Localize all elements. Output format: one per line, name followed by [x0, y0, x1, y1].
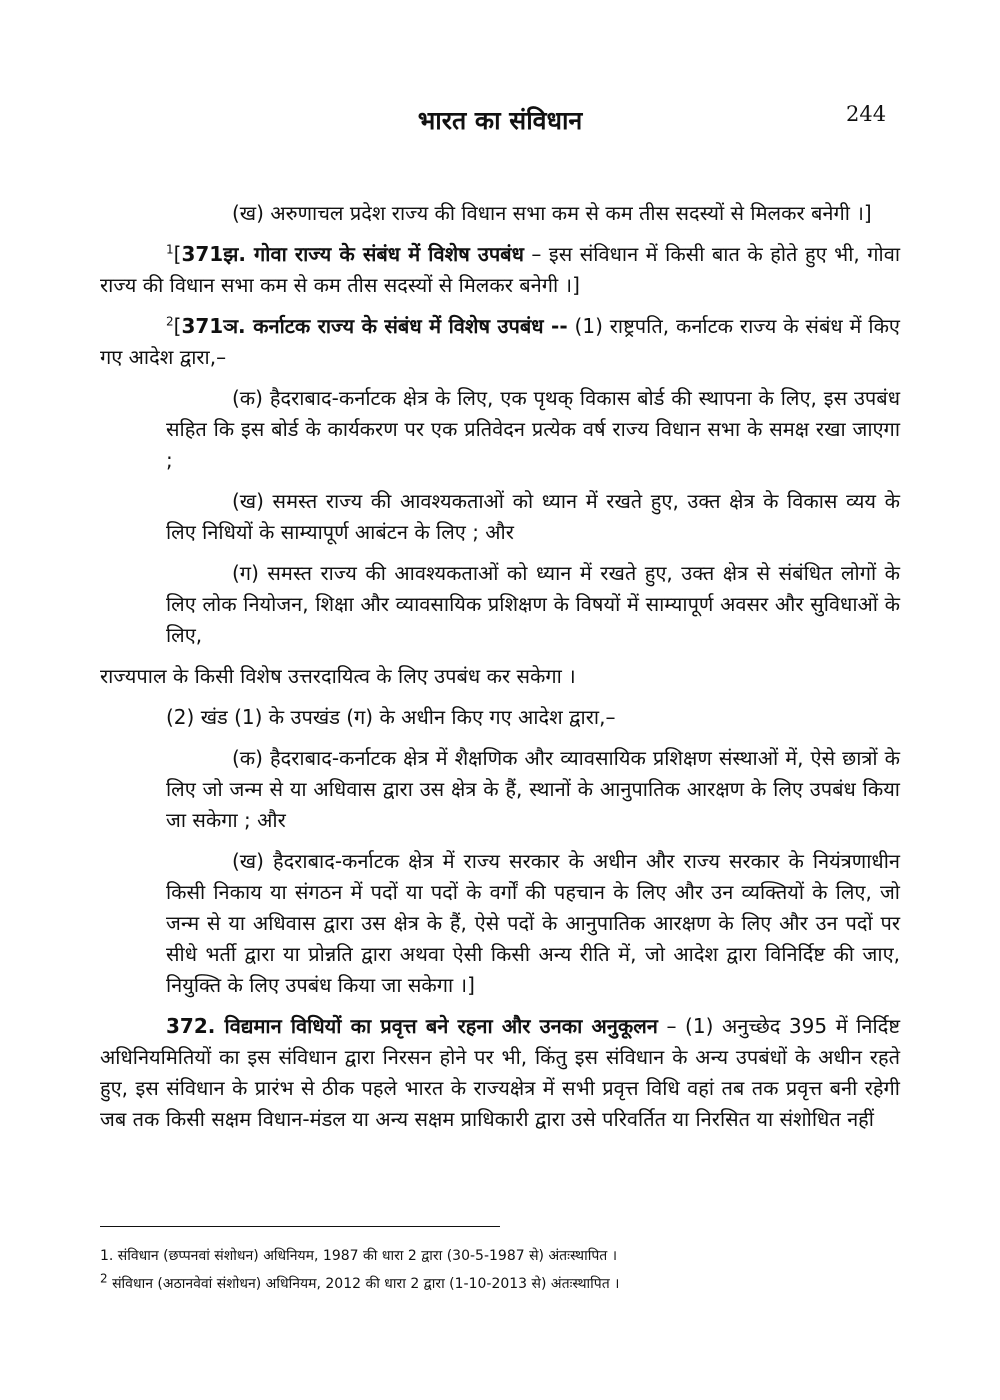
clause-2-intro: (2) खंड (1) के उपखंड (ग) के अधीन किए गए आदेश द्वारा,– — [166, 705, 616, 729]
page-title: भारत का संविधान — [417, 106, 583, 135]
clause-1-ga: (ग) समस्त राज्य की आवश्यकताओं को ध्यान में रखते हुए, उक्त क्षेत्र से संबंधित लोगों के लिए लोक नियोजन, शिक्षा और व्यावसायिक प्रशिक्षण के विषयों में साम्यापूर्ण अवसर और सुविधाओं के लिए, — [166, 561, 900, 647]
clause-1-closing: राज्यपाल के किसी विशेष उत्तरदायित्व के लिए उपबंध कर सकेगा । — [100, 664, 576, 688]
page-number: 244 — [846, 102, 887, 126]
clause-kha-arunachal: (ख) अरुणाचल प्रदेश राज्य की विधान सभा कम से कम तीस सदस्यों से मिलकर बनेगी ।] — [232, 201, 872, 225]
footnote-1-marker: 1. — [100, 1248, 114, 1264]
article-371j-text: (1) राष्ट्रपति, कर्नाटक राज्य के संबंध में किए गए आदेश द्वारा,– — [100, 314, 900, 369]
article-371j-heading: 371ञ. कर्नाटक राज्य के संबंध में विशेष उपबंध -- — [181, 314, 568, 338]
article-371i-text: – इस संविधान में किसी बात के होते हुए भी, गोवा राज्य की विधान सभा कम से कम तीस सदस्यों से मिलकर बनेगी ।] — [100, 242, 900, 297]
footnote-2-text: संविधान (अठानवेवां संशोधन) अधिनियम, 2012 की धारा 2 द्वारा (1-10-2013 से) अंतःस्थापित । — [107, 1276, 620, 1292]
clause-1-ka: (क) हैदराबाद-कर्नाटक क्षेत्र के लिए, एक पृथक् विकास बोर्ड की स्थापना के लिए, इस उपबंध सहित कि इस बोर्ड के कार्यकरण पर एक प्रतिवेदन प्रत्येक वर्ष राज्य विधान सभा के समक्ष रखा जाएगा ; — [166, 386, 901, 472]
footnote-1 — [100, 1242, 920, 1270]
footnote-2-marker: 2 — [100, 1271, 108, 1286]
article-372-text: – (1) अनुच्छेद 395 में निर्दिष्ट अधिनियमितियों का इस संविधान द्वारा निरसन होने पर भी, किंतु इस संविधान के अन्य उपबंधों के अधीन रहते हुए, इस संविधान के प्रारंभ से ठीक पहले भारत के राज्यक्षेत्र में सभी प्रवृत्त विधि वहां तब तक प्रवृत्त बनी रहेगी जब तक किसी सक्षम विधान-मंडल या अन्य सक्षम प्राधिकारी द्वारा उसे परिवर्तित या निरसित या संशोधित नहीं — [100, 1014, 900, 1131]
article-372 — [100, 1011, 900, 1135]
footnote-2 — [100, 1270, 920, 1298]
article-371j-open-bracket: [ — [173, 314, 182, 338]
article-371i-open-bracket: [ — [173, 242, 182, 266]
body-text — [100, 198, 900, 1145]
footnote-ref-2: 2 — [166, 314, 174, 329]
article-371j — [100, 311, 900, 373]
footnote-1-text: संविधान (छप्पनवां संशोधन) अधिनियम, 1987 की धारा 2 द्वारा (30-5-1987 से) अंतःस्थापित । — [113, 1248, 618, 1264]
footnote-ref-1: 1 — [166, 242, 174, 257]
clause-1-kha: (ख) समस्त राज्य की आवश्यकताओं को ध्यान में रखते हुए, उक्त क्षेत्र के विकास व्यय के लिए निधियों के साम्यापूर्ण आबंटन के लिए ; और — [166, 489, 900, 544]
article-372-heading: 372. विद्यमान विधियों का प्रवृत्त बने रहना और उनका अनुकूलन — [166, 1014, 658, 1038]
footnote-divider — [100, 1226, 500, 1227]
clause-2-ka: (क) हैदराबाद-कर्नाटक क्षेत्र में शैक्षणिक और व्यावसायिक प्रशिक्षण संस्थाओं में, ऐसे छात्रों के लिए जो जन्म से या अधिवास द्वारा उस क्षेत्र के हैं, स्थानों के आनुपातिक आरक्षण के लिए उपबंध किया जा सकेगा ; और — [166, 746, 900, 832]
article-371i-heading: 371झ. गोवा राज्य के संबंध में विशेष उपबंध — [181, 242, 524, 266]
clause-2-kha: (ख) हैदराबाद-कर्नाटक क्षेत्र में राज्य सरकार के अधीन और राज्य सरकार के नियंत्रणाधीन किसी निकाय या संगठन में पदों या पदों के वर्गों की पहचान के लिए और उन व्यक्तियों के लिए, जो जन्म से या अधिवास द्वारा उस क्षेत्र के हैं, ऐसे पदों के आनुपातिक आरक्षण के लिए और उन पदों पर सीधे भर्ती द्वारा या प्रोन्नति द्वारा अथवा ऐसी किसी अन्य रीति में, जो आदेश द्वारा विनिर्दिष्ट की जाए, नियुक्ति के लिए उपबंध किया जा सकेगा ।] — [166, 849, 900, 997]
footnotes — [100, 1242, 920, 1298]
article-371i — [100, 239, 900, 301]
